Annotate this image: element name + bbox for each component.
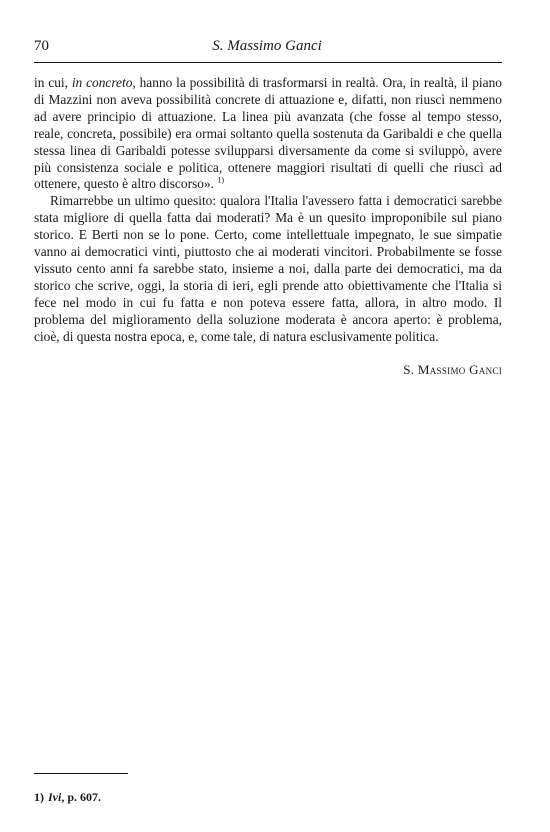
paragraph-1-italic: in concreto bbox=[71, 75, 133, 90]
footnote bbox=[34, 790, 101, 805]
running-head bbox=[34, 38, 500, 58]
footnote-reference: 1) bbox=[217, 175, 225, 185]
footnote-mark: 1) bbox=[34, 790, 44, 804]
header-rule bbox=[34, 62, 502, 63]
paragraph-2: Rimarrebbe un ultimo quesito: qualora l'Italia l'avessero fatta i democratici sarebbe stata migliore di quella fatta dai moderati? Ma è un quesito improponibile sul piano storico. E Berti non se lo pone. Certo, come intellettuale impegnato, le sue simpatie vanno ai democratici vinti, piuttosto che ai moderati vincitori. Probabilmente se fosse vissuto cento anni fa sarebbe stato, insieme a noi, dalla parte dei democratici, ma da storico che scrive, oggi, la storia di ieri, egli prende atto obiettivamente che l'Italia si fece nel modo in cui fu fatta e non poteva essere fatta, allora, in altro modo. Il problema del miglioramento della soluzione moderata è ancora aperto: è problema, cioè, di questa nostra epoca, e, come tale, di natura esclusivamente politica. bbox=[34, 193, 502, 344]
page-number: 70 bbox=[34, 38, 49, 54]
footnote-rule bbox=[34, 773, 128, 774]
paragraph-1-text: , hanno la possibilità di trasformarsi in realtà. Ora, in realtà, il piano di Mazzini non aveva possibilità concrete di attuazione e, difatti, non riuscì nemmeno ad avere principio di attuazione. La linea più avanzata (che fosse al tempo stesso, reale, concreta, possibile) era ormai soltanto quella sostenuta da Garibaldi e che quella stessa linea di Garibaldi potesse svilupparsi diversamente da come si sviluppò, avere più consistenza sociale e politica, ottenere maggiori risultati di quelli che riuscì ad ottenere, questo è altro discorso». bbox=[34, 75, 502, 192]
author-signature: S. Massimo Ganci bbox=[403, 362, 502, 377]
footnote-rest: , p. 607. bbox=[61, 790, 102, 804]
footnote-abbrev: Ivi bbox=[48, 790, 62, 804]
body-text bbox=[34, 75, 502, 346]
paragraph-1 bbox=[34, 75, 502, 193]
running-title: S. Massimo Ganci bbox=[212, 38, 322, 54]
paragraph-1-lead: in cui, bbox=[34, 75, 72, 90]
